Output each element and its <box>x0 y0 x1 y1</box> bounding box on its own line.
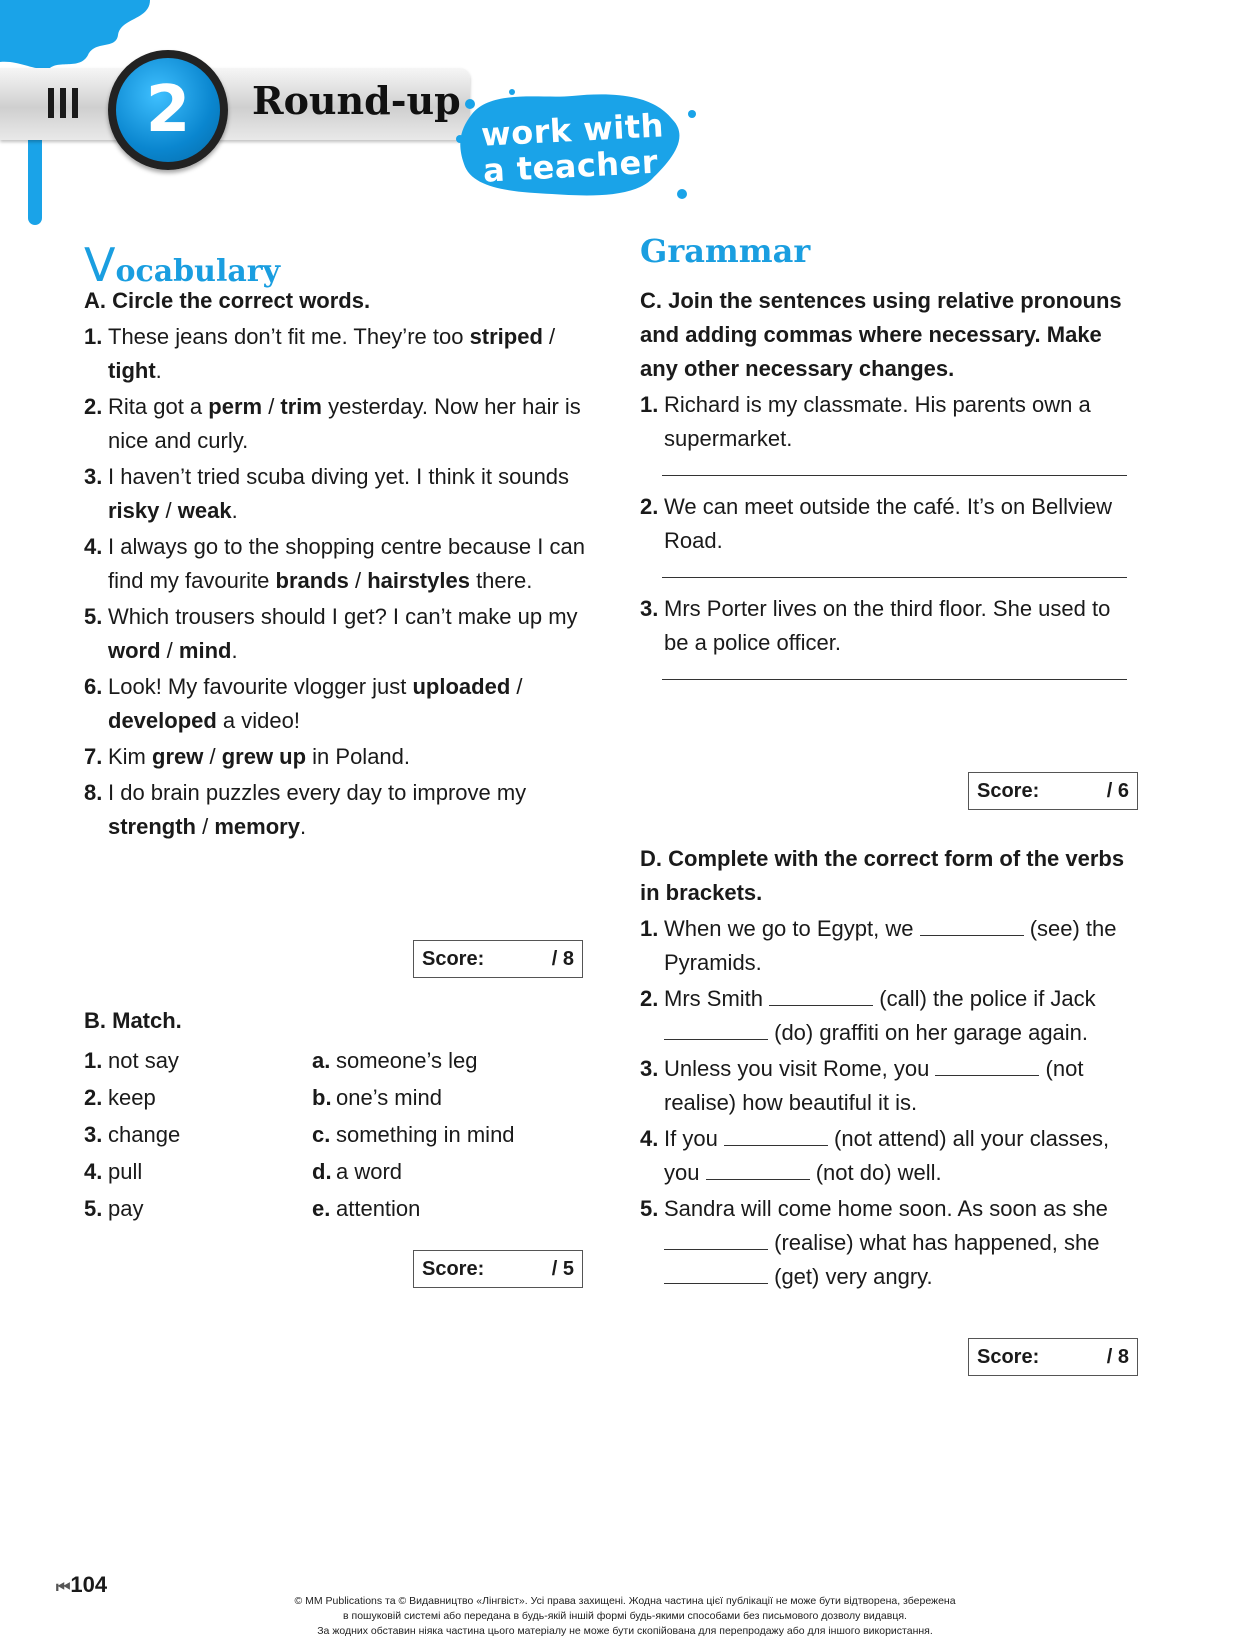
list-item <box>640 1052 1130 1120</box>
list-item <box>640 1192 1130 1294</box>
score-total: / 8 <box>551 947 574 970</box>
option-word[interactable]: strength <box>108 814 196 839</box>
match-item[interactable] <box>84 1153 180 1190</box>
list-item <box>640 1122 1130 1190</box>
bars-icon <box>48 88 78 118</box>
option-word[interactable]: perm <box>208 394 263 419</box>
option-word[interactable]: brands <box>275 568 349 593</box>
task-c <box>640 284 1130 694</box>
item-text: Unless you visit Rome, you (not realise) how beautiful it is. <box>664 1056 1084 1115</box>
task-a-instruction: A. Circle the correct words. <box>84 288 371 313</box>
copyright-line-3: За жодних обставин ніяка частина цього матеріалу не може бути скопійована для перепродажу або для іншого використання. <box>317 1625 933 1637</box>
badge-line-2: a teacher <box>482 142 659 190</box>
item-text: keep <box>108 1085 156 1110</box>
score-box-d <box>968 1338 1138 1376</box>
option-word[interactable]: trim <box>280 394 322 419</box>
task-a <box>84 284 604 844</box>
item-number: a. <box>312 1048 331 1073</box>
task-d-list <box>640 912 1130 1294</box>
badge-line-1: work with <box>480 106 665 154</box>
item-number: 7. <box>84 744 103 769</box>
item-number: 1. <box>84 324 103 349</box>
item-number: e. <box>312 1196 331 1221</box>
answer-line[interactable] <box>662 678 1127 680</box>
answer-line[interactable] <box>662 576 1127 578</box>
match-left-list <box>84 1042 180 1227</box>
match-item[interactable] <box>84 1042 180 1079</box>
option-word[interactable]: developed <box>108 708 217 733</box>
item-text: pay <box>108 1196 144 1221</box>
item-text: a word <box>336 1159 403 1184</box>
item-text: Mrs Porter lives on the third floor. She used to be a police officer. <box>664 596 1111 655</box>
list-item <box>84 320 604 388</box>
score-box-c <box>968 772 1138 810</box>
item-number: 1. <box>640 916 659 941</box>
option-word[interactable]: uploaded <box>412 674 511 699</box>
item-number: 2. <box>84 1085 103 1110</box>
item-number: 4. <box>84 1159 103 1184</box>
option-word[interactable]: risky <box>108 498 160 523</box>
work-with-teacher-badge <box>480 107 666 188</box>
item-number: 2. <box>84 394 103 419</box>
answer-blank[interactable] <box>664 1020 768 1040</box>
task-b <box>84 1004 604 1038</box>
task-a-list <box>84 320 604 844</box>
copyright-notice <box>240 1594 1010 1639</box>
item-text: Look! My favourite vlogger just uploaded / developed a video! <box>108 674 523 733</box>
list-item <box>640 490 1130 558</box>
list-item <box>640 592 1130 660</box>
list-item <box>84 670 604 738</box>
answer-blank[interactable] <box>706 1160 810 1180</box>
score-total: / 5 <box>551 1257 574 1280</box>
option-word[interactable]: mind <box>178 638 232 663</box>
list-item <box>640 912 1130 980</box>
list-item <box>640 388 1130 456</box>
item-number: 3. <box>84 1122 103 1147</box>
item-text: Kim grew / grew up in Poland. <box>108 744 411 769</box>
item-text: When we go to Egypt, we (see) the Pyramids. <box>664 916 1117 975</box>
option-word[interactable]: grew up <box>221 744 307 769</box>
item-number: 3. <box>640 1056 659 1081</box>
item-text: These jeans don’t fit me. They’re too striped / tight. <box>108 324 556 383</box>
answer-blank[interactable] <box>664 1264 768 1284</box>
list-item <box>84 600 604 668</box>
item-number: 3. <box>640 596 659 621</box>
item-text: Which trousers should I get? I can’t make up my word / mind. <box>108 604 578 663</box>
item-text: Rita got a perm / trim yesterday. Now her hair is nice and curly. <box>108 394 581 453</box>
score-total: / 8 <box>1106 1345 1129 1368</box>
copyright-line-2: в пошуковій системі або передана в будь-якій іншій формі будь-якими способами без письмового дозволу видавця. <box>343 1610 907 1622</box>
page-number-value: 104 <box>70 1572 108 1597</box>
match-item[interactable] <box>312 1079 515 1116</box>
score-label: Score: <box>422 947 485 970</box>
item-number: 2. <box>640 986 659 1011</box>
item-text: Sandra will come home soon. As soon as she (realise) what has happened, she (get) very angry. <box>664 1196 1108 1289</box>
item-text: one’s mind <box>336 1085 442 1110</box>
item-text: someone’s leg <box>336 1048 478 1073</box>
rewind-icon: ⏮ <box>56 1579 71 1596</box>
item-text: We can meet outside the café. It’s on Bellview Road. <box>664 494 1112 553</box>
item-number: 4. <box>84 534 103 559</box>
list-item <box>84 740 604 774</box>
option-word[interactable]: striped <box>469 324 543 349</box>
task-d <box>640 842 1130 1294</box>
unit-number: 2 <box>145 73 191 147</box>
item-number: 1. <box>640 392 659 417</box>
item-text: I haven’t tried scuba diving yet. I think it sounds risky / weak. <box>108 464 570 523</box>
item-number: 4. <box>640 1126 659 1151</box>
option-word[interactable]: word <box>108 638 161 663</box>
item-text: change <box>108 1122 181 1147</box>
item-number: 2. <box>640 494 659 519</box>
answer-blank[interactable] <box>664 1230 768 1250</box>
score-box-a <box>413 940 583 978</box>
item-text: I always go to the shopping centre because I can find my favourite brands / hairstyles there. <box>108 534 585 593</box>
list-item <box>84 460 604 528</box>
answer-line[interactable] <box>662 474 1127 476</box>
item-number: 5. <box>640 1196 659 1221</box>
score-label: Score: <box>422 1257 485 1280</box>
task-c-list <box>640 388 1130 680</box>
item-number: 3. <box>84 464 103 489</box>
item-number: 5. <box>84 1196 103 1221</box>
option-word[interactable]: hairstyles <box>367 568 470 593</box>
item-number: 6. <box>84 674 103 699</box>
match-item[interactable] <box>312 1042 515 1079</box>
item-text: Mrs Smith (call) the police if Jack (do) graffiti on her garage again. <box>664 986 1096 1045</box>
grammar-heading: Grammar <box>640 232 811 270</box>
item-number: c. <box>312 1122 331 1147</box>
match-item[interactable] <box>84 1190 180 1227</box>
list-item <box>84 390 604 458</box>
item-text: attention <box>336 1196 421 1221</box>
copyright-line-1: © MM Publications та © Видавництво «Лінгвіст». Усі права захищені. Жодна частина цієї публікації не може бути відтворена, збережена <box>294 1595 956 1607</box>
match-item[interactable] <box>84 1079 180 1116</box>
match-item[interactable] <box>312 1153 515 1190</box>
match-item[interactable] <box>312 1116 515 1153</box>
task-b-instruction: B. Match. <box>84 1008 182 1033</box>
item-number: d. <box>312 1159 332 1184</box>
answer-blank[interactable] <box>769 986 873 1006</box>
item-text: pull <box>108 1159 143 1184</box>
item-text: If you (not attend) all your classes, you (not do) well. <box>664 1126 1110 1185</box>
list-item <box>84 530 604 598</box>
list-item <box>640 982 1130 1050</box>
option-word[interactable]: weak <box>177 498 232 523</box>
item-text: I do brain puzzles every day to improve my strength / memory. <box>108 780 527 839</box>
item-number: 8. <box>84 780 103 805</box>
vocabulary-heading-initial: V <box>84 238 116 292</box>
page-title: Round-up <box>252 78 461 123</box>
answer-blank[interactable] <box>724 1126 828 1146</box>
score-total: / 6 <box>1106 779 1129 802</box>
score-label: Score: <box>977 1345 1040 1368</box>
match-item[interactable] <box>312 1190 515 1227</box>
option-word[interactable]: tight <box>108 358 156 383</box>
answer-blank[interactable] <box>920 916 1024 936</box>
score-label: Score: <box>977 779 1040 802</box>
vocabulary-heading-rest: ocabulary <box>115 254 281 289</box>
list-item <box>84 776 604 844</box>
item-text: something in mind <box>336 1122 515 1147</box>
task-d-instruction: D. Complete with the correct form of the verbs in brackets. <box>640 846 1125 905</box>
item-number: b. <box>312 1085 332 1110</box>
task-c-instruction: C. Join the sentences using relative pronouns and adding commas where necessary. Make any other necessary changes. <box>640 288 1122 381</box>
item-text: Richard is my classmate. His parents own a supermarket. <box>664 392 1091 451</box>
item-text: not say <box>108 1048 179 1073</box>
item-number: 5. <box>84 604 103 629</box>
item-number: 1. <box>84 1048 103 1073</box>
match-right-list <box>312 1042 515 1227</box>
option-word[interactable]: grew <box>152 744 204 769</box>
option-word[interactable]: memory <box>214 814 300 839</box>
score-box-b <box>413 1250 583 1288</box>
unit-number-badge <box>108 50 228 170</box>
page-number <box>56 1572 107 1598</box>
match-item[interactable] <box>84 1116 180 1153</box>
answer-blank[interactable] <box>935 1056 1039 1076</box>
